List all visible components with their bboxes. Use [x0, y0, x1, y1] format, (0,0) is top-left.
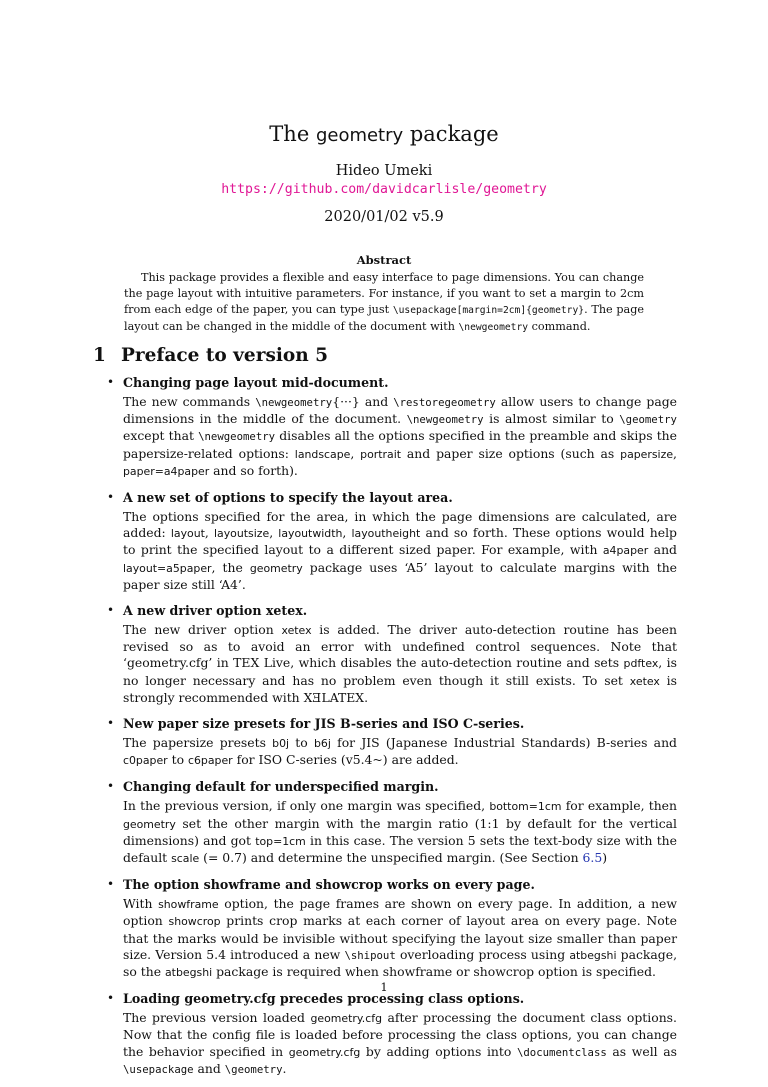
- bullet-icon: •: [107, 991, 115, 1006]
- item-body: [123, 798, 677, 867]
- body-text: for JIS (Japanese Industrial Standards) B-series and: [330, 735, 677, 751]
- bullet-icon: •: [107, 716, 115, 731]
- option-name: paper=a4paper: [123, 464, 210, 478]
- body-text: is almost similar to: [483, 411, 620, 427]
- option-name: showcrop: [168, 915, 221, 929]
- body-text: option, the page frames are shown on every page. In addition, a new option: [123, 896, 677, 929]
- abstract-code: \usepackage[margin=2cm]{geometry}: [392, 304, 585, 316]
- item-title: New paper size presets for JIS B-series and ISO C-series.: [123, 716, 525, 732]
- repository-link[interactable]: https://github.com/davidcarlisle/geometry: [221, 182, 547, 197]
- title-suffix: package: [403, 122, 499, 146]
- option-name: scale: [171, 852, 200, 866]
- item-body: [123, 735, 677, 769]
- body-text: package is required when showframe or showcrop option is specified.: [212, 964, 656, 980]
- inline-code: \newgeometry: [198, 430, 276, 444]
- body-text: and paper size options (such as: [401, 445, 621, 461]
- document-title: [0, 122, 768, 146]
- body-text: {···} and: [332, 394, 394, 409]
- body-text: for ISO C-series (v5.4~) are added.: [232, 752, 459, 768]
- item-title: A new set of options to specify the layout area.: [123, 490, 453, 506]
- document-author: Hideo Umeki: [335, 163, 433, 179]
- body-text: and so forth. These options would help to print the specified layout to a different sized paper. For example, with: [123, 525, 677, 558]
- option-name: atbegshi: [569, 948, 617, 962]
- option-name: a4paper: [602, 544, 649, 558]
- page-number: 1: [380, 980, 388, 994]
- bullet-icon: •: [107, 490, 115, 505]
- inline-code: \geometry: [619, 413, 677, 427]
- body-text: disables all the options specified in the preamble and skips the papersize-related options:: [123, 428, 677, 461]
- option-name: xetex: [281, 624, 312, 638]
- list-item: [109, 489, 677, 593]
- body-text: , the: [211, 559, 250, 575]
- bullet-icon: •: [107, 779, 115, 794]
- body-text: as well as: [606, 1043, 677, 1059]
- body-text: , is no longer necessary and has no problem even though it still exists. To set: [123, 655, 677, 688]
- body-text: allow users to change page dimensions in the middle of the document.: [123, 394, 677, 427]
- bullet-icon: •: [107, 877, 115, 892]
- body-text: package uses ‘A5’ layout to calculate margins with the paper size still ‘A4’.: [123, 559, 678, 592]
- body-text: except that: [123, 428, 199, 444]
- option-name: papersize: [620, 447, 674, 461]
- document-date: 2020/01/02 v5.9: [324, 209, 444, 225]
- title-package-name: geometry: [315, 125, 404, 146]
- option-name: geometry: [249, 561, 303, 575]
- inline-code: \restoregeometry: [393, 396, 496, 409]
- list-item: [109, 602, 677, 706]
- title-prefix: The: [269, 122, 316, 146]
- option-name: geometry: [123, 817, 176, 831]
- body-text: and: [193, 1060, 225, 1076]
- option-name: layout=a5paper: [123, 561, 212, 575]
- body-text: ,: [269, 525, 279, 541]
- body-text: The options specified for the area, in which the page dimensions are calculated, are added:: [123, 509, 677, 541]
- section-reference-link[interactable]: 6.5: [582, 850, 603, 866]
- option-name: c0paper: [123, 754, 168, 768]
- item-title: Loading geometry.cfg precedes processing class options.: [123, 991, 525, 1007]
- item-title: Changing page layout mid-document.: [123, 375, 389, 390]
- body-text: is added. The driver auto-detection routine has been revised so as to avoid an error with undefined control sequences. Note that ‘geometry.cfg’ in TEX Live, which disables the auto-detection routine and sets: [123, 622, 677, 671]
- abstract-text: . The page layout can be changed in the middle of the document with: [124, 302, 644, 333]
- section-number: 1: [93, 345, 106, 366]
- option-name: layout: [170, 527, 205, 541]
- body-text: The papersize presets: [123, 735, 273, 751]
- body-text: With: [123, 896, 159, 912]
- bullet-icon: •: [107, 375, 115, 389]
- option-name: top=1cm: [255, 834, 306, 848]
- list-item: [109, 778, 677, 867]
- option-name: pdftex: [623, 657, 659, 671]
- section-title: Preface to version 5: [121, 345, 328, 366]
- list-item: [109, 990, 677, 1078]
- item-body: [123, 394, 677, 480]
- body-text: to: [167, 752, 188, 768]
- option-name: portrait: [360, 447, 402, 461]
- item-body: [123, 509, 677, 593]
- body-text: set the other margin with the margin ratio (1:1 by default for the vertical dimensions) and got: [123, 815, 677, 848]
- option-name: b0j: [272, 737, 290, 751]
- body-text: package, so the: [123, 946, 678, 980]
- body-text: ,: [673, 445, 677, 461]
- body-text: ,: [350, 445, 361, 461]
- option-name: layoutsize: [214, 527, 270, 541]
- body-text: and: [648, 542, 677, 558]
- body-text: ,: [204, 525, 214, 541]
- body-text: by adding options into: [360, 1043, 517, 1059]
- inline-code: \documentclass: [516, 1045, 607, 1059]
- body-text: The previous version loaded: [123, 1010, 311, 1026]
- inline-code: \shipout: [344, 948, 396, 962]
- item-title: The option showframe and showcrop works on every page.: [123, 877, 535, 893]
- option-name: layoutwidth: [278, 527, 343, 541]
- section-heading: [93, 345, 328, 366]
- option-name: b6j: [313, 737, 331, 751]
- body-text: ): [602, 850, 608, 866]
- abstract-text: This package provides a flexible and easy interface to page dimensions. You can change the page layout with intuitive parameters. For instance, if you want to set a margin to 2cm from each edge of the paper, you can type just: [124, 271, 644, 316]
- option-name: geometry.cfg: [310, 1012, 382, 1026]
- list-item: [109, 876, 677, 981]
- bullet-icon: •: [107, 603, 115, 618]
- list-item: [109, 715, 677, 769]
- item-body: [123, 1010, 677, 1078]
- inline-code: \newgeometry: [406, 413, 484, 427]
- body-text: in this case. The version 5 sets the text-body size with the default: [123, 832, 677, 866]
- item-title: Changing default for underspecified margin.: [123, 779, 439, 795]
- inline-code: \newgeometry: [255, 396, 333, 409]
- body-text: to: [289, 735, 314, 751]
- option-name: c6paper: [188, 754, 233, 768]
- inline-code: \usepackage: [123, 1062, 194, 1076]
- body-text: after processing the document class options. Now that the config file is loaded before processing the class options, you can change the behavior specified in: [123, 1010, 677, 1059]
- list-item: [109, 374, 677, 480]
- body-text: is strongly recommended with XƎLATEX.: [123, 672, 677, 705]
- body-text: In the previous version, if only one margin was specified,: [123, 798, 490, 814]
- option-name: layoutheight: [351, 527, 421, 541]
- option-name: xetex: [629, 674, 660, 688]
- body-text: prints crop marks at each corner of layout area on every page. Note that the marks would be invisible without specifying the layout size smaller than paper size. Version 5.4 introduced a new: [123, 913, 677, 962]
- abstract-code: \newgeometry: [458, 321, 529, 333]
- body-text: The new commands: [123, 394, 256, 409]
- body-text: (= 0.7) and determine the unspecified margin. (See Section: [199, 850, 583, 866]
- abstract-body: [124, 270, 644, 336]
- body-text: ,: [342, 525, 352, 541]
- option-name: showframe: [158, 898, 219, 912]
- inline-code: \geometry: [224, 1062, 283, 1076]
- option-name: bottom=1cm: [489, 800, 562, 814]
- body-text: overloading process using: [395, 946, 570, 962]
- item-body: [123, 896, 677, 981]
- abstract-text: command.: [528, 319, 591, 333]
- item-title: A new driver option xetex.: [123, 603, 308, 619]
- body-text: The new driver option: [123, 622, 282, 638]
- option-name: geometry.cfg: [288, 1045, 361, 1059]
- option-name: atbegshi: [165, 966, 213, 980]
- body-text: .: [282, 1060, 287, 1076]
- abstract-heading: Abstract: [356, 253, 412, 267]
- body-text: for example, then: [561, 798, 677, 814]
- option-name: landscape: [294, 447, 351, 461]
- item-body: [123, 622, 677, 706]
- body-text: and so forth).: [209, 462, 298, 478]
